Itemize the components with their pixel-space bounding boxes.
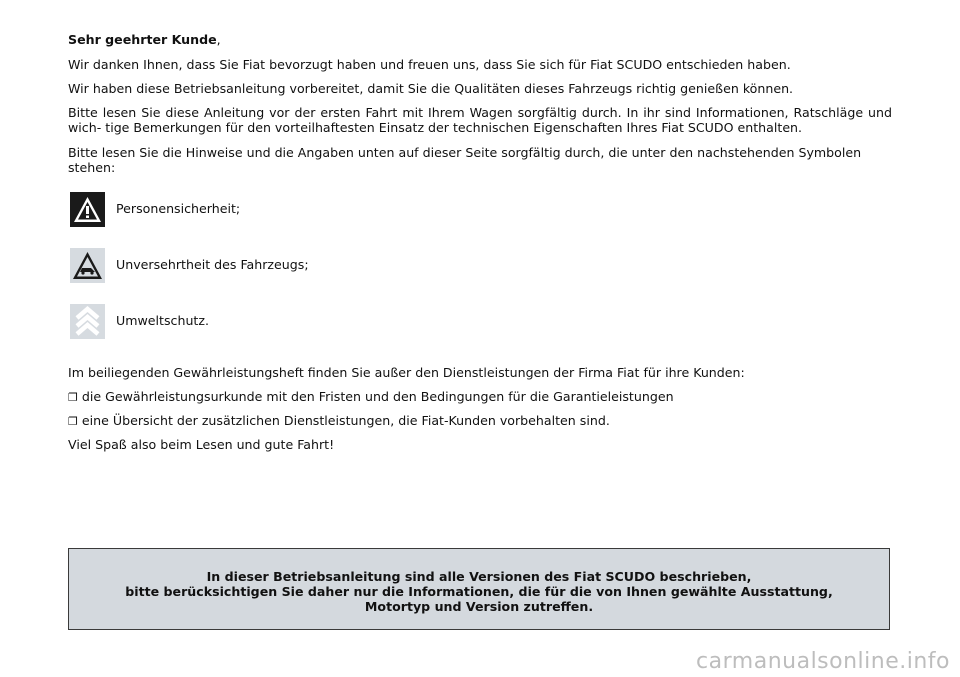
symbol-row-personal-safety: [70, 191, 240, 227]
watermark: carmanualsonline.info: [696, 648, 950, 674]
checkbox-bullet-icon: ❐: [68, 415, 78, 428]
notice-box: [68, 548, 890, 630]
car-triangle-icon: [70, 248, 105, 283]
paragraph-manual-purpose: Wir haben diese Betriebsanleitung vorbereitet, damit Sie die Qualitäten dieses Fahrzeugs richtig genießen können.: [68, 81, 794, 96]
paragraph-thanks: Wir danken Ihnen, dass Sie Fiat bevorzugt haben und freuen uns, dass Sie sich für Fiat SCUDO entschieden haben.: [68, 57, 791, 72]
paragraph-read-instructions: Bitte lesen Sie diese Anleitung vor der ersten Fahrt mit Ihrem Wagen sorgfältig durch. In ihr sind Informationen, Ratschläge und wich- tige Bemerkungen für den vorteilhaftesten Einsatz der technischen Eigenschaften Ihres Fiat SCUDO enthalten.: [68, 105, 892, 135]
notice-line: In dieser Betriebsanleitung sind alle Versionen des Fiat SCUDO beschrieben,: [206, 569, 752, 584]
paragraph-symbols-intro: Bitte lesen Sie die Hinweise und die Angaben unten auf dieser Seite sorgfältig durch, die unter den nachstehenden Symbolen stehen:: [68, 145, 862, 175]
symbol-row-environment: [70, 303, 209, 339]
symbol-label-environment: Umweltschutz.: [116, 312, 209, 328]
greeting-name: Sehr geehrter Kunde: [68, 32, 217, 47]
notice-line: Motortyp und Version zutreffen.: [364, 599, 594, 614]
environment-icon: [70, 304, 105, 339]
list-item-text: die Gewährleistungsurkunde mit den Fristen und den Bedingungen für die Garantieleistungen: [81, 389, 674, 404]
greeting-punct: ,: [216, 32, 221, 47]
list-item-text: eine Übersicht der zusätzlichen Dienstleistungen, die Fiat-Kunden vorbehalten sind.: [81, 413, 610, 428]
list-item: [68, 414, 892, 430]
notice-line: bitte berücksichtigen Sie daher nur die Informationen, die für die von Ihnen gewählte Ausstattung,: [125, 584, 833, 599]
list-item: [68, 390, 892, 406]
warranty-intro: Im beiliegenden Gewährleistungsheft finden Sie außer den Dienstleistungen der Firma Fiat für ihre Kunden:: [68, 365, 745, 380]
symbol-label-vehicle-integrity: Unversehrtheit des Fahrzeugs;: [116, 256, 309, 272]
symbol-row-vehicle-integrity: [70, 247, 309, 283]
warning-triangle-icon: [70, 192, 105, 227]
symbol-label-personal-safety: Personensicherheit;: [116, 200, 241, 216]
closing-line: Viel Spaß also beim Lesen und gute Fahrt!: [68, 437, 335, 452]
greeting: [68, 33, 892, 48]
checkbox-bullet-icon: ❐: [68, 391, 78, 404]
